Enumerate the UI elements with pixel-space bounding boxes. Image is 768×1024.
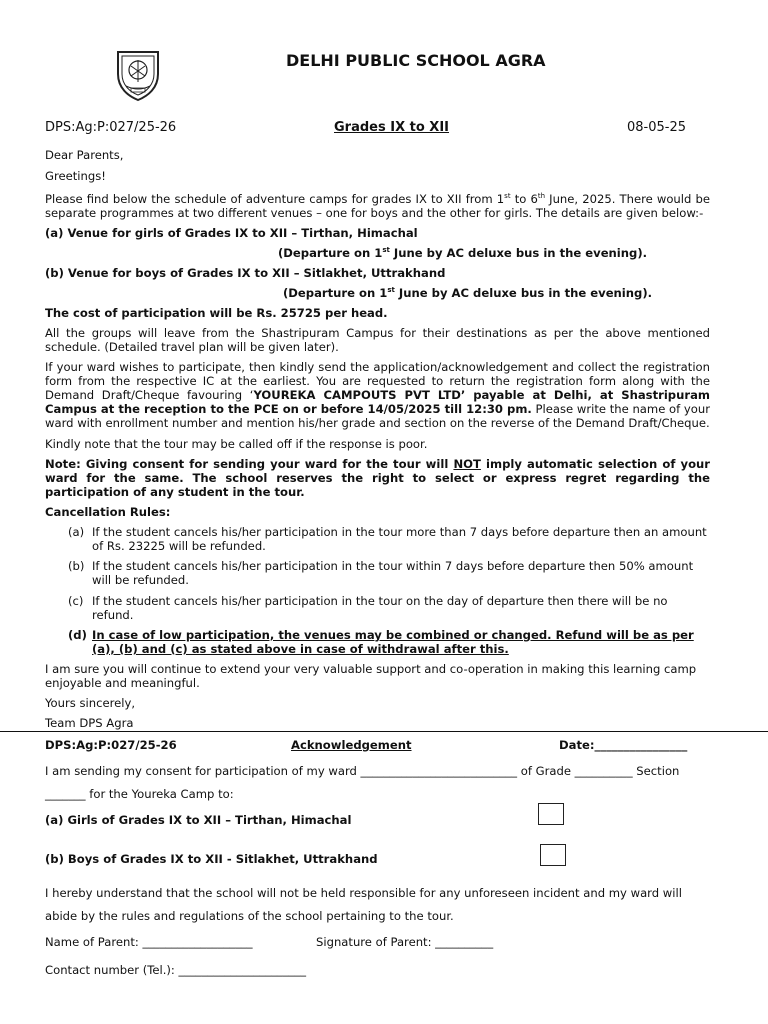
understand-line-1: I hereby understand that the school will not be held responsible for any unforeseen incident and my ward will xyxy=(45,886,682,900)
intro-text-b: to 6 xyxy=(510,192,538,206)
school-name: DELHI PUBLIC SCHOOL AGRA xyxy=(286,51,546,70)
cancellation-rule-a xyxy=(68,525,710,553)
parent-name-field[interactable]: Name of Parent: ___________________ xyxy=(45,935,253,949)
cancellation-rule-c xyxy=(68,594,710,622)
departure-boys xyxy=(283,286,652,300)
ack-reference-number: DPS:Ag:P:027/25-26 xyxy=(45,738,177,752)
intro-text-a: Please find below the schedule of adventure camps for grades IX to XII from 1 xyxy=(45,192,505,206)
rule-label: (b) xyxy=(68,559,85,573)
signature: Team DPS Agra xyxy=(45,716,134,730)
departure-boys-pre: (Departure on 1 xyxy=(283,286,388,300)
cancellation-rule-d xyxy=(68,628,710,656)
departure-girls-post: June by AC deluxe bus in the evening). xyxy=(389,246,648,260)
intro-sup-2: th xyxy=(537,192,546,201)
ward-paragraph xyxy=(45,360,710,430)
rule-text: If the student cancels his/her participation in the tour on the day of departure then there will be no refund. xyxy=(92,594,668,622)
note-text-b: imply automatic selection of your ward for the same. The school reserves the right to select or express regret regarding the participation of any student in the tour. xyxy=(45,457,711,499)
venue-boys: (b) Venue for boys of Grades IX to XII – Sitlakhet, Uttrakhand xyxy=(45,266,446,280)
rule-label: (c) xyxy=(68,594,84,608)
departure-boys-sup: st xyxy=(387,286,395,295)
closing: Yours sincerely, xyxy=(45,696,136,710)
letter-subject: Grades IX to XII xyxy=(334,120,449,135)
consent-line-2[interactable]: _______ for the Youreka Camp to: xyxy=(45,787,234,801)
salutation: Dear Parents, xyxy=(45,148,124,162)
note-text-a: Note: Giving consent for sending your ward for the tour will xyxy=(45,457,454,471)
departure-boys-post: June by AC deluxe bus in the evening). xyxy=(394,286,653,300)
rule-label: (d) xyxy=(68,628,87,642)
rule-text: In case of low participation, the venues may be combined or changed. Refund will be as per (a), (b) and (c) as stated above in case of withdrawal after this. xyxy=(92,628,694,656)
option-girls-label: (a) Girls of Grades IX to XII – Tirthan, Himachal xyxy=(45,813,352,827)
rule-label: (a) xyxy=(68,525,85,539)
option-boys-checkbox[interactable] xyxy=(540,844,566,866)
letter-date: 08-05-25 xyxy=(627,120,687,135)
school-crest-icon xyxy=(112,48,164,102)
cancellation-rule-b xyxy=(68,559,710,587)
cost-statement: The cost of participation will be Rs. 25725 per head. xyxy=(45,306,388,320)
intro-paragraph xyxy=(45,192,710,220)
reference-number: DPS:Ag:P:027/25-26 xyxy=(45,120,177,135)
divider xyxy=(0,731,768,732)
ack-title: Acknowledgement xyxy=(291,738,412,752)
intro-sup-1: st xyxy=(504,192,511,201)
option-girls-checkbox[interactable] xyxy=(538,803,564,825)
rule-text: If the student cancels his/her participation in the tour within 7 days before departure then 50% amount will be refunded. xyxy=(92,559,694,587)
support-paragraph: I am sure you will continue to extend your very valuable support and co-operation in making this learning camp enjoyable and meaningful. xyxy=(45,662,697,690)
ward-text-bold: YOUREKA CAMPOUTS PVT LTD’ payable at Delhi, at Shastripuram Campus at the reception to the PCE on or before 14/05/2025 till 12:30 pm. xyxy=(45,388,710,416)
cancellation-title: Cancellation Rules: xyxy=(45,505,171,519)
called-off-note: Kindly note that the tour may be called off if the response is poor. xyxy=(45,437,428,451)
ack-date-field[interactable]: Date:________________ xyxy=(559,738,688,752)
ward-text-a: If your ward wishes to participate, then kindly send the application/acknowledgement and collect the registration form from the respective IC at the earliest. You are requested to return the registration form along with the Demand Draft/Cheque favouring ‘ xyxy=(45,360,710,402)
ward-text-c: Please write the name of your ward with enrollment number and mention his/her grade and section on the reverse of the Demand Draft/Cheque. xyxy=(45,402,710,430)
note-not: NOT xyxy=(453,457,481,471)
option-boys-label: (b) Boys of Grades IX to XII - Sitlakhet, Uttrakhand xyxy=(45,852,378,866)
departure-girls xyxy=(278,246,647,260)
venue-girls: (a) Venue for girls of Grades IX to XII – Tirthan, Himachal xyxy=(45,226,418,240)
intro-text-c: June, 2025. There would be separate programmes at two different venues – one for boys and the other for girls. The details are given below:- xyxy=(45,192,710,220)
parent-signature-field[interactable]: Signature of Parent: __________ xyxy=(316,935,494,949)
rule-text: If the student cancels his/her participation in the tour more than 7 days before departure then an amount of Rs. 23225 will be refunded. xyxy=(92,525,707,553)
contact-number-field[interactable]: Contact number (Tel.): ______________________ xyxy=(45,963,307,977)
departure-girls-sup: st xyxy=(382,246,390,255)
consent-line-1[interactable]: I am sending my consent for participation of my ward ___________________________ of Grade __________ Section xyxy=(45,764,680,778)
groups-paragraph: All the groups will leave from the Shastripuram Campus for their destinations as per the above mentioned schedule. (Detailed travel plan will be given later). xyxy=(45,326,710,354)
departure-girls-pre: (Departure on 1 xyxy=(278,246,383,260)
greeting: Greetings! xyxy=(45,169,106,183)
understand-line-2: abide by the rules and regulations of the school pertaining to the tour. xyxy=(45,909,454,923)
note-paragraph xyxy=(45,457,710,499)
